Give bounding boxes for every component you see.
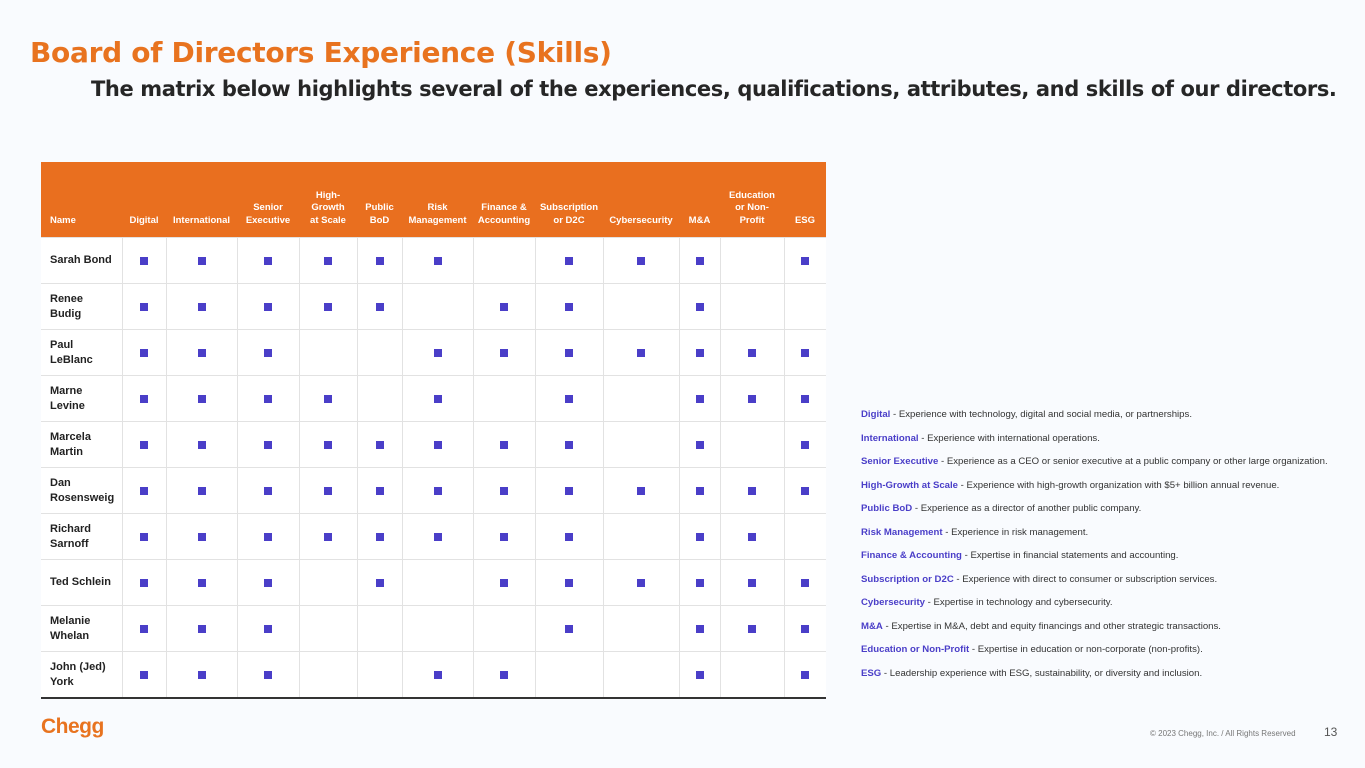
legend-term: Subscription or D2C xyxy=(861,573,954,585)
skill-cell xyxy=(402,238,473,284)
skill-cell xyxy=(473,560,535,606)
skill-cell xyxy=(237,652,299,699)
skill-marker-icon xyxy=(748,395,756,403)
director-name: Marcela Martin xyxy=(41,422,122,468)
skill-marker-icon xyxy=(637,349,645,357)
skill-marker-icon xyxy=(434,395,442,403)
legend-term: Finance & Accounting xyxy=(861,550,962,561)
skill-cell xyxy=(357,514,402,560)
skill-cell xyxy=(402,284,473,330)
skills-legend xyxy=(861,408,1365,690)
skill-cell xyxy=(237,422,299,468)
skill-cell xyxy=(679,422,720,468)
skill-cell xyxy=(720,422,784,468)
table-row xyxy=(41,560,826,606)
skill-cell xyxy=(122,606,166,652)
skill-marker-icon xyxy=(198,487,206,495)
director-name: Ted Schlein xyxy=(41,560,122,606)
legend-description: - Expertise in financial statements and accounting. xyxy=(961,550,1179,561)
skill-cell xyxy=(237,468,299,514)
legend-term: M&A xyxy=(861,620,883,632)
skill-marker-icon xyxy=(264,441,272,449)
director-name: Richard Sarnoff xyxy=(41,514,122,560)
skill-cell xyxy=(784,468,826,514)
director-name: Paul LeBlanc xyxy=(41,330,122,376)
skill-cell xyxy=(679,560,720,606)
skill-cell xyxy=(473,422,535,468)
skill-cell xyxy=(535,238,603,284)
skill-cell xyxy=(679,606,720,652)
skill-marker-icon xyxy=(376,257,384,265)
skill-cell xyxy=(720,330,784,376)
skill-cell xyxy=(535,284,603,330)
skill-marker-icon xyxy=(376,441,384,449)
skill-marker-icon xyxy=(565,625,573,633)
skill-marker-icon xyxy=(376,487,384,495)
skill-cell xyxy=(603,376,679,422)
skill-cell xyxy=(122,560,166,606)
skill-cell xyxy=(357,238,402,284)
skill-marker-icon xyxy=(748,487,756,495)
skill-cell xyxy=(166,514,237,560)
skill-marker-icon xyxy=(801,349,809,357)
table-row xyxy=(41,284,826,330)
skill-cell xyxy=(720,652,784,699)
skill-marker-icon xyxy=(696,671,704,679)
skill-marker-icon xyxy=(140,671,148,679)
skill-cell xyxy=(402,514,473,560)
skill-marker-icon xyxy=(324,395,332,403)
skill-cell xyxy=(122,514,166,560)
skill-cell xyxy=(473,514,535,560)
table-header-row xyxy=(41,162,826,238)
skill-marker-icon xyxy=(140,487,148,495)
skill-marker-icon xyxy=(500,349,508,357)
director-name: Melanie Whelan xyxy=(41,606,122,652)
legend-term: Digital xyxy=(861,409,891,420)
skill-cell xyxy=(357,284,402,330)
legend-description: - Experience in risk management. xyxy=(942,526,1089,538)
skill-cell xyxy=(679,330,720,376)
chegg-logo: Chegg xyxy=(41,715,104,738)
skill-cell xyxy=(473,468,535,514)
legend-item xyxy=(861,408,1365,432)
skill-marker-icon xyxy=(637,257,645,265)
legend-item xyxy=(861,479,1365,503)
skill-cell xyxy=(535,376,603,422)
skill-cell xyxy=(357,376,402,422)
column-header: Risk Management xyxy=(402,162,473,238)
skill-cell xyxy=(122,238,166,284)
column-header: Digital xyxy=(122,162,166,238)
skill-marker-icon xyxy=(264,257,272,265)
skill-cell xyxy=(402,468,473,514)
skill-cell xyxy=(720,514,784,560)
skill-cell xyxy=(720,606,784,652)
skill-marker-icon xyxy=(324,303,332,311)
skill-cell xyxy=(166,468,237,514)
skill-cell xyxy=(166,560,237,606)
skill-cell xyxy=(299,560,357,606)
skill-cell xyxy=(166,422,237,468)
column-header: Senior Executive xyxy=(237,162,299,238)
legend-item xyxy=(861,643,1365,667)
legend-description: - Experience with high-growth organization with $5+ billion annual revenue. xyxy=(958,479,1280,491)
skill-cell xyxy=(122,284,166,330)
skill-cell xyxy=(784,422,826,468)
legend-item xyxy=(861,526,1365,550)
legend-term: Education or Non-Profit xyxy=(861,644,970,655)
page-title: Board of Directors Experience (Skills) xyxy=(30,36,612,69)
skill-cell xyxy=(784,560,826,606)
skill-cell xyxy=(299,422,357,468)
skill-cell xyxy=(720,376,784,422)
skill-cell xyxy=(357,560,402,606)
skill-marker-icon xyxy=(434,487,442,495)
skill-cell xyxy=(603,514,679,560)
column-header: M&A xyxy=(679,162,720,238)
table-row xyxy=(41,606,826,652)
skill-cell xyxy=(603,652,679,699)
director-name: Sarah Bond xyxy=(41,238,122,284)
column-header: ESG xyxy=(784,162,826,238)
skill-cell xyxy=(357,330,402,376)
skill-marker-icon xyxy=(748,579,756,587)
skill-marker-icon xyxy=(376,579,384,587)
skill-marker-icon xyxy=(801,395,809,403)
table-row xyxy=(41,468,826,514)
skill-cell xyxy=(299,652,357,699)
legend-term: Cybersecurity xyxy=(861,597,925,608)
skill-cell xyxy=(473,330,535,376)
table-row xyxy=(41,514,826,560)
director-name: John (Jed) York xyxy=(41,652,122,699)
director-name: Renee Budig xyxy=(41,284,122,330)
skill-cell xyxy=(166,284,237,330)
skill-cell xyxy=(720,238,784,284)
skill-cell xyxy=(473,606,535,652)
skill-cell xyxy=(237,238,299,284)
skill-marker-icon xyxy=(696,625,704,633)
skill-marker-icon xyxy=(140,533,148,541)
skill-cell xyxy=(784,606,826,652)
skill-marker-icon xyxy=(434,533,442,541)
skill-cell xyxy=(122,376,166,422)
skill-marker-icon xyxy=(264,625,272,633)
skill-cell xyxy=(166,606,237,652)
skill-cell xyxy=(237,560,299,606)
skill-marker-icon xyxy=(801,257,809,265)
legend-term: ESG xyxy=(861,667,882,679)
skill-marker-icon xyxy=(696,395,704,403)
skill-marker-icon xyxy=(565,533,573,541)
column-header: Public BoD xyxy=(357,162,402,238)
skill-marker-icon xyxy=(801,579,809,587)
skill-marker-icon xyxy=(801,441,809,449)
skill-marker-icon xyxy=(198,395,206,403)
skill-cell xyxy=(473,376,535,422)
skill-cell xyxy=(237,514,299,560)
legend-term: Senior Executive xyxy=(861,456,939,467)
skill-marker-icon xyxy=(500,533,508,541)
skill-marker-icon xyxy=(565,487,573,495)
skill-cell xyxy=(535,514,603,560)
skill-marker-icon xyxy=(696,303,704,311)
skill-cell xyxy=(679,284,720,330)
skill-marker-icon xyxy=(140,441,148,449)
skill-marker-icon xyxy=(198,303,206,311)
skill-cell xyxy=(166,330,237,376)
skill-cell xyxy=(473,238,535,284)
skill-marker-icon xyxy=(434,441,442,449)
legend-description: - Leadership experience with ESG, sustainability, or diversity and inclusion. xyxy=(881,667,1203,679)
skill-cell xyxy=(784,514,826,560)
skill-cell xyxy=(357,422,402,468)
skill-cell xyxy=(299,376,357,422)
skill-marker-icon xyxy=(565,257,573,265)
skill-marker-icon xyxy=(696,533,704,541)
skill-cell xyxy=(166,652,237,699)
skill-marker-icon xyxy=(324,487,332,495)
skill-cell xyxy=(535,606,603,652)
skill-marker-icon xyxy=(198,625,206,633)
skill-marker-icon xyxy=(500,671,508,679)
legend-description: - Experience as a director of another public company. xyxy=(912,503,1142,514)
legend-item xyxy=(861,502,1365,526)
skill-marker-icon xyxy=(324,257,332,265)
skill-marker-icon xyxy=(324,533,332,541)
legend-item xyxy=(861,620,1365,644)
legend-item xyxy=(861,596,1365,620)
skill-cell xyxy=(720,560,784,606)
skill-cell xyxy=(122,468,166,514)
skill-cell xyxy=(299,330,357,376)
skill-cell xyxy=(603,560,679,606)
skill-cell xyxy=(402,330,473,376)
skill-marker-icon xyxy=(198,579,206,587)
skill-cell xyxy=(402,606,473,652)
column-header: Cybersecurity xyxy=(603,162,679,238)
skill-cell xyxy=(122,330,166,376)
skill-cell xyxy=(535,468,603,514)
skill-cell xyxy=(122,422,166,468)
table-row xyxy=(41,330,826,376)
skill-marker-icon xyxy=(140,257,148,265)
legend-item xyxy=(861,667,1365,691)
skill-cell xyxy=(166,376,237,422)
legend-item xyxy=(861,549,1365,573)
skill-cell xyxy=(784,376,826,422)
skill-cell xyxy=(402,422,473,468)
legend-description: - Experience with direct to consumer or subscription services. xyxy=(953,573,1218,585)
skills-matrix-table xyxy=(41,162,826,699)
skill-marker-icon xyxy=(198,671,206,679)
skill-marker-icon xyxy=(198,533,206,541)
skill-marker-icon xyxy=(434,349,442,357)
table-row xyxy=(41,652,826,699)
skill-cell xyxy=(603,284,679,330)
skill-marker-icon xyxy=(140,579,148,587)
legend-description: - Experience as a CEO or senior executive at a public company or other large organization. xyxy=(938,456,1328,467)
skill-cell xyxy=(299,284,357,330)
skill-cell xyxy=(357,606,402,652)
legend-item xyxy=(861,432,1365,456)
skill-cell xyxy=(679,514,720,560)
skill-cell xyxy=(603,238,679,284)
table-row xyxy=(41,376,826,422)
legend-description: - Expertise in education or non-corporate (non-profits). xyxy=(969,644,1203,655)
skill-cell xyxy=(122,652,166,699)
column-header: Subscription or D2C xyxy=(535,162,603,238)
skill-cell xyxy=(784,330,826,376)
page-number: 13 xyxy=(1324,725,1338,739)
column-header: Education or Non- Profit xyxy=(720,162,784,238)
skill-marker-icon xyxy=(500,441,508,449)
director-name: Dan Rosensweig xyxy=(41,468,122,514)
skill-marker-icon xyxy=(696,579,704,587)
skill-cell xyxy=(473,652,535,699)
skill-marker-icon xyxy=(565,395,573,403)
skill-cell xyxy=(237,376,299,422)
skill-cell xyxy=(402,376,473,422)
legend-item xyxy=(861,573,1365,597)
skill-marker-icon xyxy=(140,625,148,633)
table-row xyxy=(41,238,826,284)
skill-marker-icon xyxy=(500,303,508,311)
skill-marker-icon xyxy=(696,349,704,357)
skill-marker-icon xyxy=(565,303,573,311)
skill-marker-icon xyxy=(500,487,508,495)
legend-term: Risk Management xyxy=(861,526,943,538)
skill-marker-icon xyxy=(140,303,148,311)
skill-marker-icon xyxy=(748,349,756,357)
skill-cell xyxy=(535,560,603,606)
column-header: Finance & Accounting xyxy=(473,162,535,238)
skill-cell xyxy=(299,514,357,560)
skill-cell xyxy=(784,284,826,330)
skill-cell xyxy=(679,652,720,699)
skill-marker-icon xyxy=(264,671,272,679)
column-header: High- Growth at Scale xyxy=(299,162,357,238)
skill-marker-icon xyxy=(434,671,442,679)
skill-marker-icon xyxy=(637,579,645,587)
legend-term: International xyxy=(861,432,919,444)
skill-cell xyxy=(402,652,473,699)
legend-item xyxy=(861,455,1365,479)
skill-marker-icon xyxy=(801,487,809,495)
director-name: Marne Levine xyxy=(41,376,122,422)
legend-description: - Expertise in M&A, debt and equity financings and other strategic transactions. xyxy=(882,620,1221,632)
skill-cell xyxy=(535,652,603,699)
skill-marker-icon xyxy=(140,349,148,357)
skill-marker-icon xyxy=(696,441,704,449)
skill-cell xyxy=(357,468,402,514)
skill-marker-icon xyxy=(376,533,384,541)
skill-cell xyxy=(299,606,357,652)
skill-marker-icon xyxy=(264,487,272,495)
skill-marker-icon xyxy=(376,303,384,311)
skill-cell xyxy=(237,606,299,652)
copyright-text: © 2023 Chegg, Inc. / All Rights Reserved xyxy=(1150,729,1296,738)
legend-term: High-Growth at Scale xyxy=(861,479,959,491)
column-header: International xyxy=(166,162,237,238)
skill-cell xyxy=(720,468,784,514)
skill-cell xyxy=(603,606,679,652)
skill-cell xyxy=(603,330,679,376)
skill-cell xyxy=(679,468,720,514)
skill-marker-icon xyxy=(696,257,704,265)
skill-marker-icon xyxy=(637,487,645,495)
skill-marker-icon xyxy=(565,579,573,587)
skill-cell xyxy=(237,284,299,330)
skill-marker-icon xyxy=(198,257,206,265)
legend-term: Public BoD xyxy=(861,503,913,514)
skill-cell xyxy=(299,468,357,514)
skill-cell xyxy=(535,422,603,468)
skill-marker-icon xyxy=(140,395,148,403)
skill-marker-icon xyxy=(748,625,756,633)
skill-cell xyxy=(166,238,237,284)
legend-description: - Experience with international operations. xyxy=(918,432,1100,444)
skill-cell xyxy=(679,376,720,422)
legend-description: - Expertise in technology and cybersecurity. xyxy=(925,597,1113,608)
skill-cell xyxy=(299,238,357,284)
skill-marker-icon xyxy=(565,349,573,357)
skill-cell xyxy=(603,468,679,514)
skill-cell xyxy=(784,238,826,284)
skill-cell xyxy=(237,330,299,376)
skill-marker-icon xyxy=(264,349,272,357)
skill-marker-icon xyxy=(264,303,272,311)
skill-cell xyxy=(784,652,826,699)
skill-marker-icon xyxy=(696,487,704,495)
skill-cell xyxy=(402,560,473,606)
skill-marker-icon xyxy=(264,395,272,403)
skill-marker-icon xyxy=(748,533,756,541)
skill-marker-icon xyxy=(801,671,809,679)
skill-marker-icon xyxy=(324,441,332,449)
skill-marker-icon xyxy=(801,625,809,633)
skill-marker-icon xyxy=(500,579,508,587)
skill-cell xyxy=(720,284,784,330)
table-row xyxy=(41,422,826,468)
skill-cell xyxy=(473,284,535,330)
legend-description: - Experience with technology, digital and social media, or partnerships. xyxy=(890,409,1192,420)
skill-cell xyxy=(357,652,402,699)
skill-marker-icon xyxy=(198,441,206,449)
column-header-name: Name xyxy=(41,162,122,238)
skill-cell xyxy=(535,330,603,376)
page-subtitle: The matrix below highlights several of the experiences, qualifications, attributes, and skills of our directors. xyxy=(91,77,1337,101)
skill-marker-icon xyxy=(565,441,573,449)
skill-marker-icon xyxy=(264,579,272,587)
skill-cell xyxy=(603,422,679,468)
skill-marker-icon xyxy=(434,257,442,265)
skill-cell xyxy=(679,238,720,284)
skill-marker-icon xyxy=(264,533,272,541)
skill-marker-icon xyxy=(198,349,206,357)
